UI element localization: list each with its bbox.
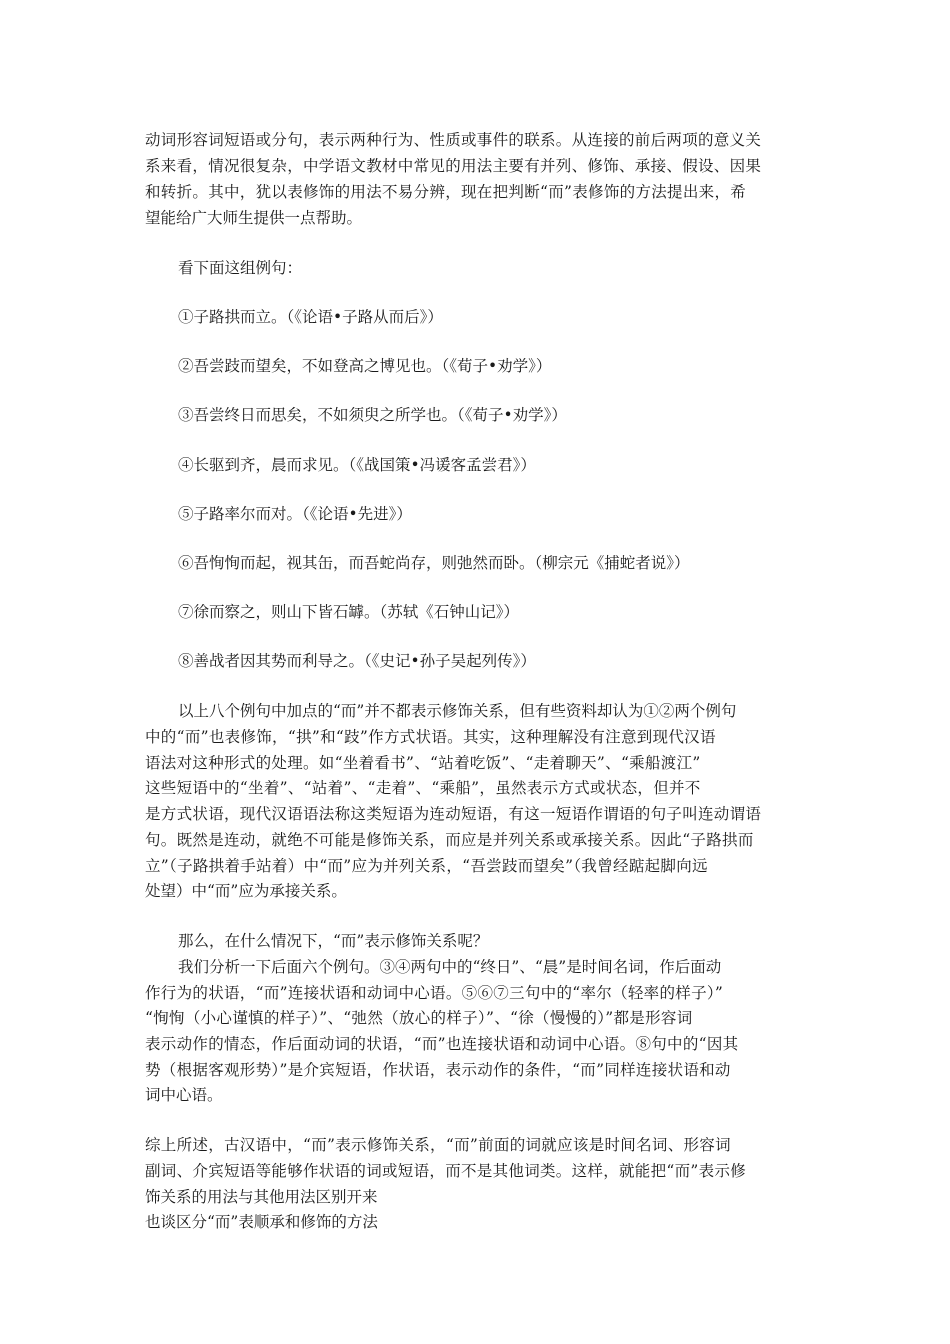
next-article-title: 也谈区分“而”表顺承和修饰的方法	[145, 1213, 378, 1231]
conclusion-line: 副词、介宾短语等能够作状语的词或短语，而不是其他词类。这样，就能把“而”表示修	[145, 1162, 747, 1180]
conclusion-line: 综上所述，古汉语中，“而”表示修饰关系，“而”前面的词就应该是时间名词、形容词	[145, 1136, 731, 1154]
analysis-line: 词中心语。	[145, 1086, 223, 1104]
example-item: ⑦徐而察之，则山下皆石罅。（苏轼《石钟山记》）	[178, 603, 520, 621]
analysis-line: 我们分析一下后面六个例句。③④两句中的“终日”、“晨”是时间名词，作后面动	[178, 958, 722, 976]
analysis-line: 以上八个例句中加点的“而”并不都表示修饰关系，但有些资料却认为①②两个例句	[178, 702, 737, 720]
analysis-line: 处望）中“而”应为承接关系。	[145, 882, 347, 900]
analysis-line: 是方式状语，现代汉语语法称这类短语为连动短语，有这一短语作谓语的句子叫连动谓语	[145, 805, 762, 823]
conclusion-line: 饰关系的用法与其他用法区别开来	[145, 1188, 378, 1206]
example-item: ④长驱到齐，晨而求见。（《战国策•冯谖客孟尝君》）	[178, 456, 536, 474]
analysis-line: 作行为的状语，“而”连接状语和动词中心语。⑤⑥⑦三句中的“率尔（轻率的样子）”	[145, 984, 724, 1002]
example-item: ⑥吾恂恂而起，视其缶，而吾蛇尚存，则弛然而卧。（柳宗元《捕蛇者说》）	[178, 554, 690, 572]
lead-sentence: 看下面这组例句：	[178, 259, 303, 277]
analysis-line: 句。既然是连动，就绝不可能是修饰关系，而应是并列关系或承接关系。因此“子路拱而	[145, 831, 754, 849]
analysis-line: 语法对这种形式的处理。如“坐着看书”、“站着吃饭”、“走着聊天”、“乘船渡江”	[145, 754, 701, 772]
analysis-line: 表示动作的情态，作后面动词的状语，“而”也连接状语和动词中心语。⑧句中的“因其	[145, 1035, 739, 1053]
intro-line: 系来看，情况很复杂，中学语文教材中常见的用法主要有并列、修饰、承接、假设、因果	[145, 157, 762, 175]
intro-line: 望能给广大师生提供一点帮助。	[145, 209, 363, 227]
analysis-line: 势（根据客观形势）”是介宾短语，作状语，表示动作的条件，“而”同样连接状语和动	[145, 1061, 731, 1079]
example-item: ①子路拱而立。（《论语•子路从而后》）	[178, 308, 443, 326]
analysis-line: 立”（子路拱着手站着）中“而”应为并列关系，“吾尝跂而望矣”（我曾经踮起脚向远	[145, 857, 708, 875]
example-item: ⑤子路率尔而对。（《论语•先进》）	[178, 505, 412, 523]
example-item: ⑧善战者因其势而利导之。（《史记•孙子吴起列传》）	[178, 652, 536, 670]
analysis-line: 这些短语中的“坐着”、“站着”、“走着”、“乘船”，虽然表示方式或状态，但并不	[145, 779, 701, 797]
question-line: 那么，在什么情况下，“而”表示修饰关系呢？	[178, 932, 489, 950]
analysis-line: 中的“而”也表修饰，“拱”和“跂”作方式状语。其实，这种理解没有注意到现代汉语	[145, 728, 716, 746]
analysis-line: “恂恂（小心谨慎的样子）”、“弛然（放心的样子）”、“徐（慢慢的）”都是形容词	[145, 1009, 693, 1027]
example-item: ③吾尝终日而思矣，不如须臾之所学也。（《荀子•劝学》）	[178, 406, 567, 424]
intro-line: 和转折。其中，犹以表修饰的用法不易分辨，现在把判断“而”表修饰的方法提出来，希	[145, 183, 747, 201]
example-item: ②吾尝跂而望矣，不如登高之博见也。（《荀子•劝学》）	[178, 357, 552, 375]
intro-line: 动词形容词短语或分句，表示两种行为、性质或事件的联系。从连接的前后两项的意义关	[145, 131, 762, 149]
